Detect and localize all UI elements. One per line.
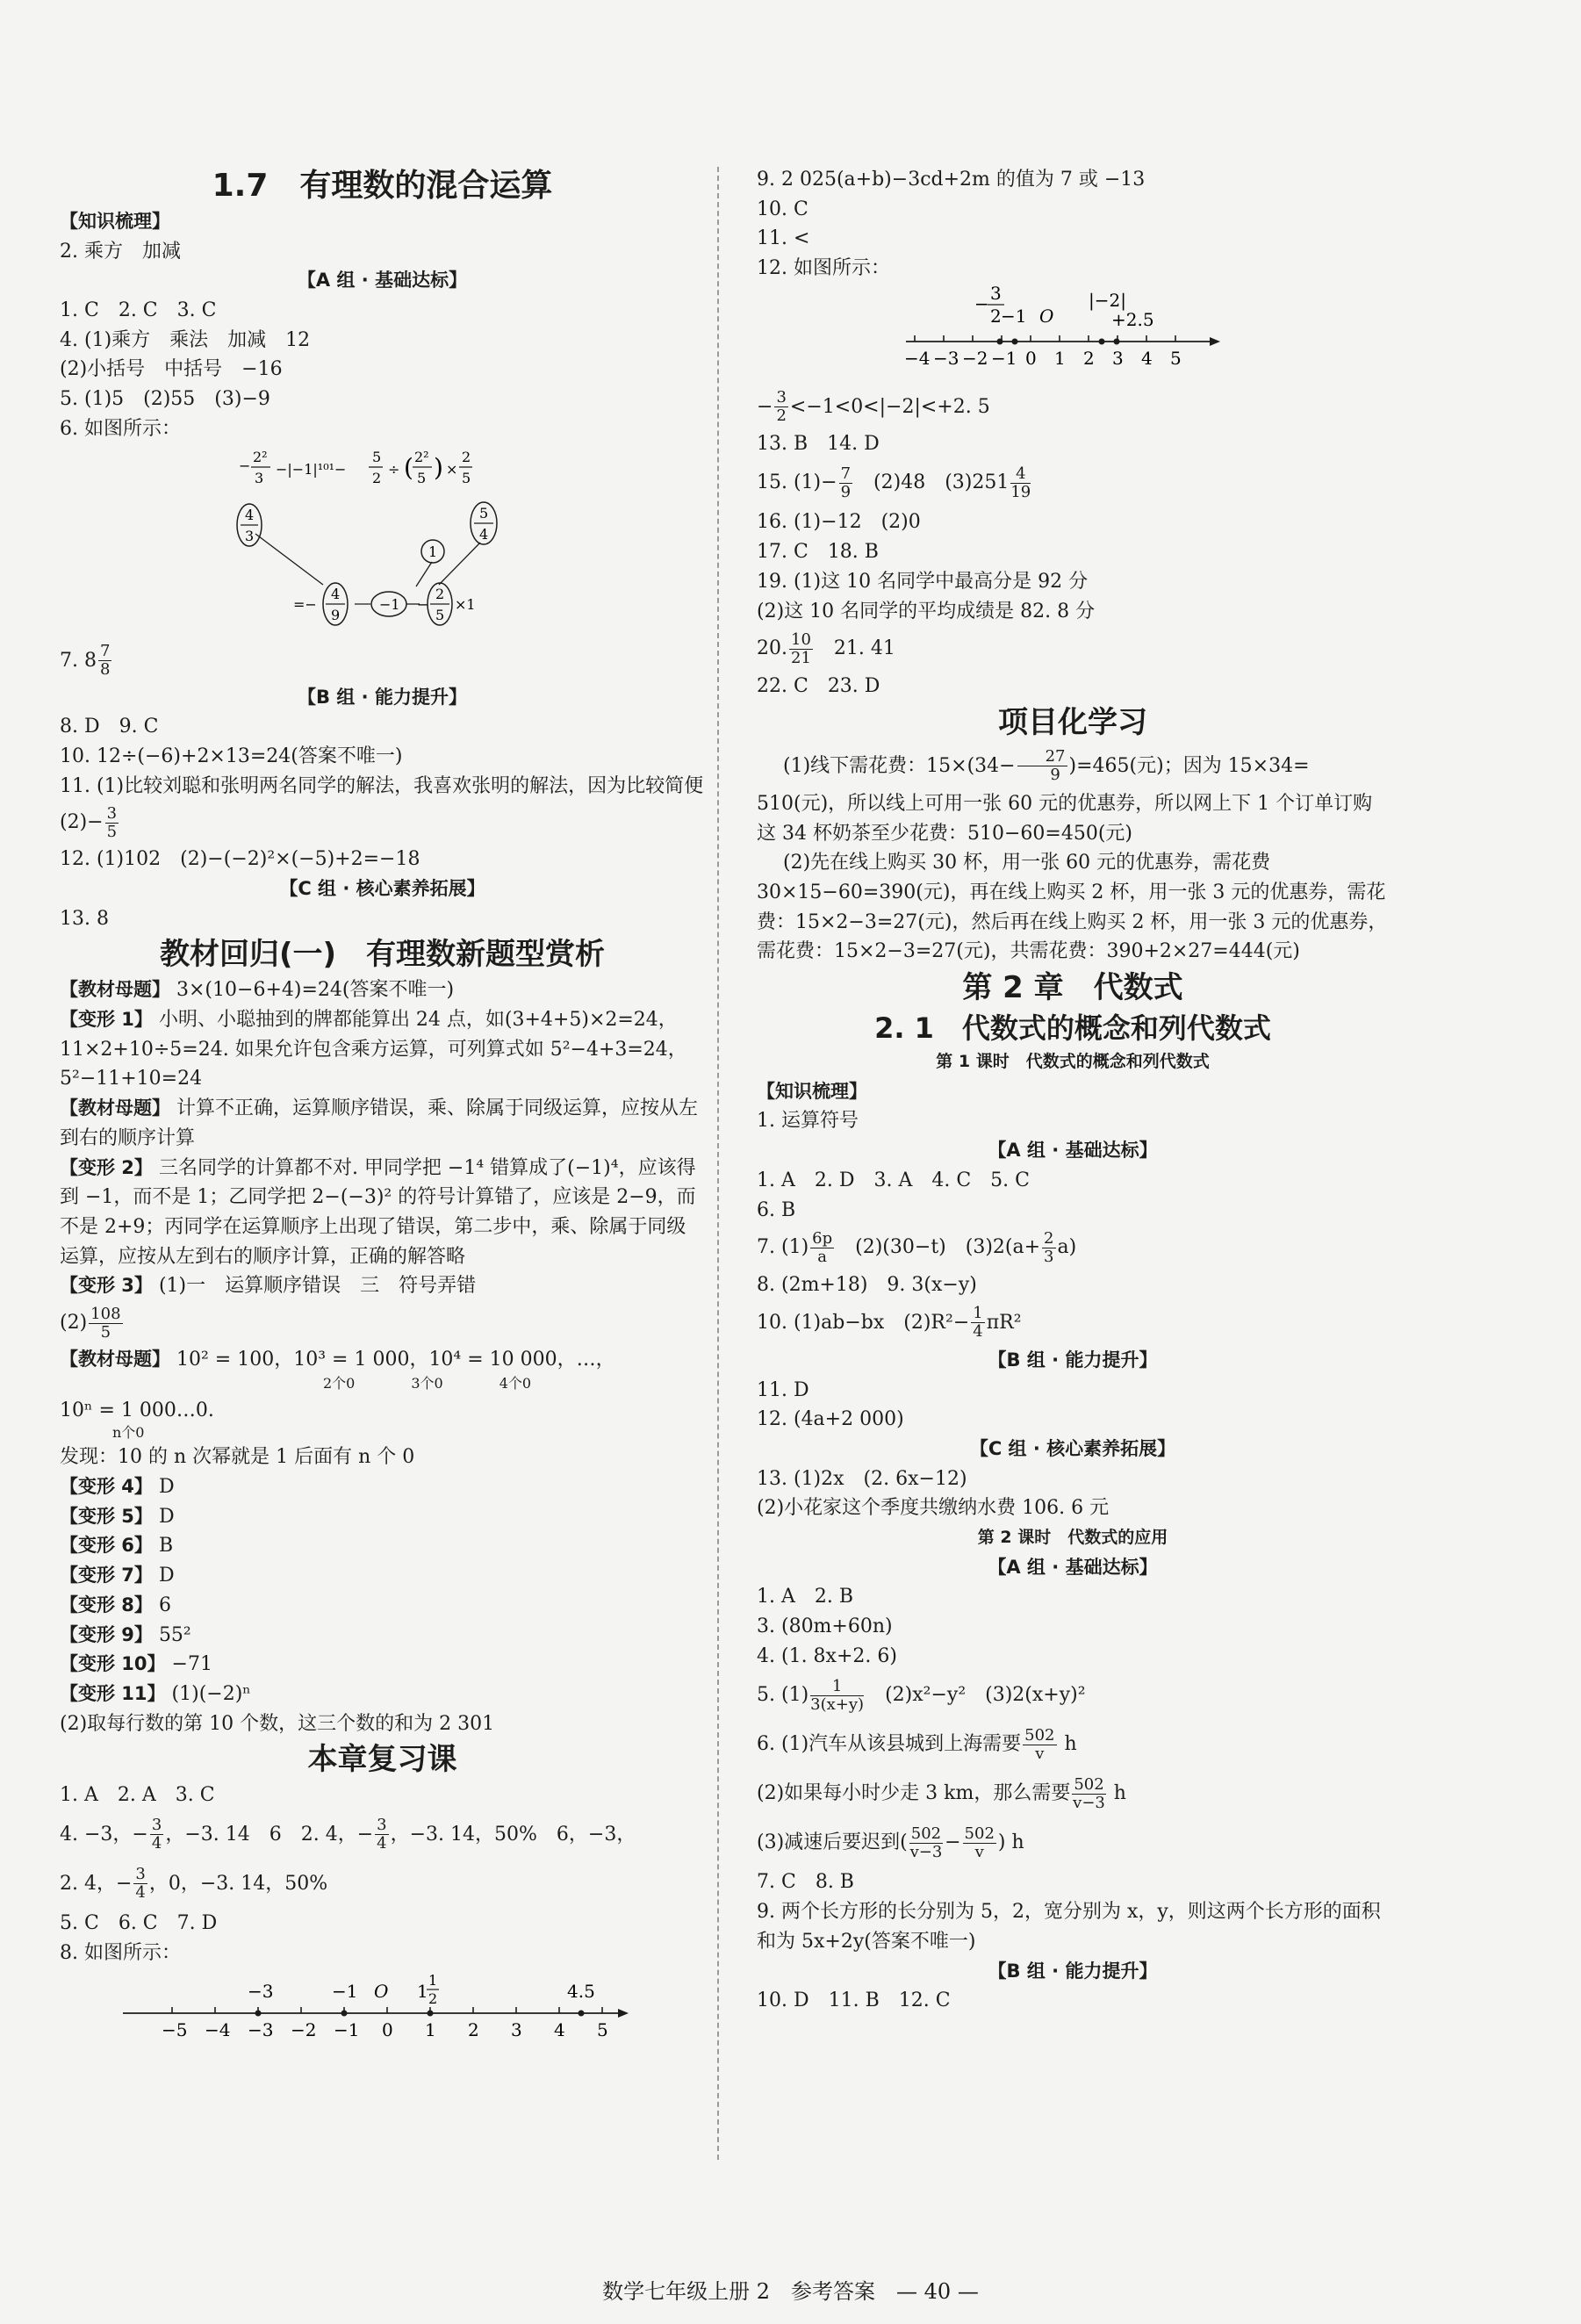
answer-line: [60, 1860, 705, 1909]
circle-minus-1-label: −1: [379, 595, 400, 613]
tag-label: 【变形 7】: [60, 1565, 153, 1587]
fraction-den: 4: [135, 1883, 146, 1903]
answer-text: 7. (1): [757, 1236, 809, 1259]
fraction-den: a: [817, 1247, 828, 1266]
answer-line: 8. 如图所示：: [60, 1941, 181, 1964]
circle-1-label: 1: [428, 543, 438, 560]
answer-line: 2. 乘方 加减: [60, 240, 181, 263]
answer-text: 15. (1)−: [757, 471, 837, 494]
fraction-den: 5: [100, 1322, 111, 1342]
label-one-whole: 1: [417, 1981, 428, 2003]
answer-line: 22. C 23. D: [757, 675, 880, 698]
fraction-num: 27: [1017, 748, 1067, 766]
answer-line: 10. 12÷(−6)+2×13=24(答案不唯一): [60, 745, 403, 767]
answer-line: 8. (2m+18) 9. 3(x−y): [757, 1274, 977, 1297]
section-title-review: 教材回归(一) 有理数新题型赏析: [159, 937, 606, 973]
answer-text: (2)x²−y² (3)2(x+y)²: [866, 1684, 1086, 1707]
fraction: [375, 1817, 388, 1853]
fraction: [971, 1305, 984, 1341]
nl2-tick-label: 2: [1083, 347, 1095, 369]
answer-text: 计算不正确，运算顺序错误，乘、除属于同级运算，应按从左到右的顺序计算: [60, 1097, 699, 1149]
answer-line: [757, 1300, 1389, 1346]
answer-line: 10. C: [757, 198, 808, 220]
fraction-den: v−3: [1073, 1793, 1105, 1812]
answer-line: [60, 1301, 705, 1345]
answer-line: [757, 1720, 1389, 1769]
group-a-heading: 【A 组 · 基础达标】: [297, 270, 468, 291]
point-abs-minus-2: [1099, 338, 1105, 344]
answer-text: −: [945, 1831, 961, 1854]
group-c-heading: 【C 组 · 核心素养拓展】: [279, 877, 485, 899]
expr-lparen: (: [404, 452, 413, 482]
fraction: [1017, 748, 1067, 784]
answer-text: −71: [171, 1653, 212, 1676]
fraction-num: 7: [840, 464, 852, 483]
answer-text: 6: [158, 1594, 171, 1616]
answer-text: πR²: [986, 1311, 1022, 1334]
answer-line: (2)小花家这个季度共缴纳水费 106. 6 元: [757, 1497, 1110, 1520]
expr-frac-d-den: 5: [462, 469, 471, 486]
nl1-tick-label: 1: [425, 2019, 436, 2041]
answer-line: 1. C 2. C 3. C: [60, 299, 217, 322]
answer-line: 5. C 6. C 7. D: [60, 1911, 218, 1934]
answer-paragraph: [60, 1154, 705, 1272]
nl1-tick-label: −4: [205, 2019, 231, 2041]
answer-line: 16. (1)−12 (2)0: [757, 511, 921, 534]
tag-label: 【变形 5】: [60, 1505, 153, 1527]
expr-frac-b-den: 2: [372, 469, 382, 486]
answer-paragraph: [60, 1094, 705, 1153]
answer-line: 12. (4a+2 000): [757, 1408, 904, 1431]
answer-line: [757, 1225, 1389, 1270]
answer-paragraph: 9. 两个长方形的长分别为 5，2，宽分别为 x，y，则这两个长方形的面积和为 5x+2y(答案不唯一): [757, 1901, 1381, 1953]
fraction: [133, 1866, 147, 1902]
nl1-tick-label: −3: [248, 2019, 274, 2041]
nl2-tick-label: 3: [1112, 347, 1124, 369]
answer-text: h: [1107, 1782, 1126, 1805]
answer-line: 12. (1)102 (2)−(−2)²×(−5)+2=−18: [60, 848, 420, 871]
fraction-num: 6p: [812, 1228, 833, 1248]
page-footer: 数学七年级上册 2 参考答案 — 40 —: [602, 2279, 979, 2304]
answer-text: D: [158, 1505, 175, 1528]
point-minus-1: [341, 2011, 348, 2017]
answer-line: 10. D 11. B 12. C: [757, 1989, 951, 2012]
answer-line: [60, 801, 705, 845]
answer-line: [757, 626, 1389, 672]
fraction-num: 1: [810, 1678, 864, 1696]
tag-label: 【变形 8】: [60, 1594, 153, 1615]
left-column: [60, 165, 705, 2043]
point-minus-1: [1012, 338, 1018, 344]
nl2-tick-label: 0: [1025, 347, 1037, 369]
answer-paragraph: (2)先在线上购买 30 杯，用一张 60 元的优惠券，需花费 30×15−60=390(元)，再在线上购买 2 杯，用一张 3 元的优惠券，需花费：15×2−3=27(元)，然后再在线上购买 2 杯，用一张 3 元的优惠券，需花费：15×2−3=27(元)，共需花费：390+2×27=444(元): [757, 852, 1388, 963]
group-a-heading: 【A 组 · 基础达标】: [988, 1556, 1158, 1578]
fraction-den: 4: [151, 1834, 162, 1853]
tag-label: 【变形 6】: [60, 1535, 153, 1557]
answer-text: (2): [60, 1312, 88, 1335]
answer-line: [757, 458, 1389, 507]
fraction-num: 7: [99, 642, 111, 660]
fraction-den: 2: [776, 407, 787, 426]
circle-4-3-den: 3: [245, 527, 255, 544]
tag-label: 【变形 2】: [60, 1156, 153, 1178]
subscript-note: 2个0 3个0 4个0: [323, 1374, 532, 1392]
expr-frac-a-den: 3: [255, 469, 264, 486]
circle-4-9-num: 4: [331, 585, 341, 602]
circle-4-9-den: 9: [331, 606, 341, 623]
answer-line: [757, 385, 1389, 429]
answer-text: (2)48 (3)251: [854, 471, 1010, 494]
answer-text: )=465(元)；因为 15×34=: [1068, 754, 1310, 777]
lesson-title: 第 2 课时 代数式的应用: [977, 1528, 1168, 1548]
chapter-title-2: 第 2 章 代数式: [962, 970, 1183, 1006]
fraction: [1010, 465, 1031, 501]
expr-rparen: ): [434, 452, 443, 482]
answer-line: [757, 744, 1389, 789]
nl2-tick-label: 1: [1054, 347, 1066, 369]
expr-frac-d-num: 2: [462, 448, 471, 465]
answer-line: [757, 1818, 1389, 1867]
fraction-num: 3: [776, 388, 787, 407]
label-4-5: 4.5: [567, 1981, 595, 2003]
circle-5-4-num: 5: [479, 504, 489, 522]
label-minus: −: [974, 292, 989, 314]
lesson-title: 第 1 课时 代数式的概念和列代数式: [936, 1052, 1210, 1072]
answer-text: (2)−: [60, 811, 104, 834]
fraction-num: 502: [910, 1824, 942, 1843]
answer-line: 13. 8: [60, 907, 109, 930]
nl1-tick-label: −2: [291, 2019, 317, 2041]
fraction: [89, 1306, 122, 1342]
fraction-num: 2: [1044, 1228, 1054, 1248]
nl1-tick-label: −5: [162, 2019, 188, 2041]
group-c-heading: 【C 组 · 核心素养拓展】: [969, 1437, 1176, 1459]
result-eq: =−: [293, 595, 317, 613]
tag-label: 【变形 1】: [60, 1009, 153, 1031]
answer-line: 17. C 18. B: [757, 541, 879, 564]
answer-text: (3)减速后要迟到(: [757, 1831, 908, 1854]
label-abs: |−2|: [1089, 289, 1126, 311]
group-b-heading: 【B 组 · 能力提升】: [988, 1349, 1158, 1371]
label-minus-1: −1: [332, 1981, 358, 2003]
number-line-figure-2: [757, 284, 1389, 385]
nl1-tick-label: 2: [468, 2019, 479, 2041]
answer-text: ，−3. 14，50% 6，−3，: [390, 1823, 636, 1846]
expr-mid: −|−1|¹⁰¹−: [276, 460, 347, 478]
fraction: [150, 1817, 163, 1853]
fraction: [1023, 1727, 1056, 1763]
answer-paragraph: 510(元)，所以线上可用一张 60 元的优惠券，所以网上下 1 个订单订购这 34 杯奶茶至少花费：510−60=450(元): [757, 792, 1373, 845]
tag-label: 【变形 3】: [60, 1275, 153, 1297]
answer-line: 12. 如图所示：: [757, 257, 890, 280]
nl2-tick-label: 5: [1170, 347, 1182, 369]
fraction: [839, 465, 852, 501]
answer-text: 7. 8: [60, 649, 97, 672]
answer-line: (2)小括号 中括号 −16: [60, 358, 283, 381]
tag-label: 【教材母题】: [60, 979, 170, 1001]
section-title-1-7: 1.7 有理数的混合运算: [212, 168, 553, 204]
answer-line: 4. (1. 8x+2. 6): [757, 1644, 897, 1667]
fraction-den: 8: [99, 660, 111, 679]
fraction-den: 9: [1050, 766, 1060, 785]
nl1-tick-label: 5: [597, 2019, 608, 2041]
answer-line: 11. <: [757, 227, 810, 250]
answer-text: D: [158, 1476, 175, 1499]
fraction: [909, 1825, 943, 1861]
answer-line: 7. C 8. B: [757, 1871, 854, 1894]
fraction: [810, 1230, 834, 1266]
nl2-tick-label: −3: [933, 347, 959, 369]
fraction-den: 4: [377, 1834, 387, 1853]
fraction-den: 9: [840, 482, 852, 501]
fraction-den: v−3: [909, 1842, 943, 1861]
answer-text: ) h: [997, 1831, 1024, 1854]
label-minus-3: −3: [248, 1981, 274, 2003]
knowledge-tag: 【知识梳理】: [60, 211, 170, 232]
label-half-den: 2: [428, 1990, 438, 2008]
fraction: [774, 389, 787, 425]
answer-line: 8. D 9. C: [60, 716, 159, 738]
fraction-den: 5: [106, 822, 118, 841]
fraction: [810, 1678, 864, 1714]
answer-text: 10² = 100，10³ = 1 000，10⁴ = 10 000，…，: [176, 1349, 615, 1371]
expr-div: ÷: [388, 460, 400, 478]
tag-label: 【变形 4】: [60, 1476, 153, 1498]
fraction: [1042, 1230, 1055, 1266]
fraction: [105, 805, 119, 841]
expr-minus: −: [239, 457, 251, 474]
answer-text: (1)线下需花费：15×(34−: [783, 754, 1016, 777]
answer-line: 1. 运算符号: [757, 1110, 859, 1133]
answer-text: ，0，−3. 14，50%: [148, 1872, 328, 1895]
nl1-tick-label: −1: [334, 2019, 360, 2041]
expr-frac-c-den: 5: [417, 469, 427, 486]
label-origin: O: [1039, 305, 1054, 327]
circle-4-3-num: 4: [245, 506, 255, 523]
fraction-num: 108: [90, 1304, 121, 1323]
axis-arrow: [1210, 337, 1220, 346]
answer-text: (1)(−2)ⁿ: [171, 1682, 251, 1705]
answer-line: 1. A 2. D 3. A 4. C 5. C: [757, 1169, 1030, 1191]
answer-line: 发现：10 的 n 次幂就是 1 后面有 n 个 0: [60, 1446, 415, 1469]
answer-text: 3×(10−6+4)=24(答案不唯一): [176, 979, 455, 1002]
point-minus-3: [255, 2011, 262, 2017]
nl2-tick-label: −4: [904, 347, 931, 369]
answer-line: 4. (1)乘方 乘法 加减 12: [60, 328, 311, 351]
answer-text: 10. (1)ab−bx (2)R²−: [757, 1311, 970, 1334]
answer-text: (2)如果每小时少走 3 km，那么需要: [757, 1782, 1071, 1805]
tag-label: 【教材母题】: [60, 1097, 170, 1119]
tag-label: 【变形 9】: [60, 1623, 153, 1645]
answer-text: −: [757, 395, 773, 418]
answer-paragraph: [60, 1005, 705, 1094]
answer-line: 13. (1)2x (2. 6x−12): [757, 1467, 967, 1490]
fraction: [963, 1825, 996, 1861]
answer-line: 1. A 2. A 3. C: [60, 1784, 215, 1807]
result-minus: −: [417, 595, 429, 613]
answer-text: B: [158, 1535, 174, 1558]
fraction-den: v: [974, 1842, 984, 1861]
answer-text: 55²: [158, 1623, 191, 1646]
nl1-tick-label: 3: [511, 2019, 522, 2041]
fraction-num: 1: [973, 1304, 983, 1323]
circle-2-5-num: 2: [435, 585, 445, 602]
answer-text: 21. 41: [814, 637, 895, 660]
label-plus-2-5: +2.5: [1111, 308, 1154, 330]
section-title-2-1: 2. 1 代数式的概念和列代数式: [874, 1011, 1271, 1046]
fraction-num: 502: [1074, 1774, 1104, 1794]
point-2-5: [1114, 338, 1120, 344]
answer-line: 6. B: [757, 1198, 796, 1221]
result-tail: ×1: [455, 595, 476, 613]
answer-line: 1. A 2. B: [757, 1586, 854, 1608]
answer-line: 5. (1)5 (2)55 (3)−9: [60, 388, 270, 411]
answer-text: (2)(30−t) (3)2(a+: [836, 1236, 1041, 1259]
answer-text: 5. (1): [757, 1684, 809, 1707]
answer-text: 三名同学的计算都不对. 甲同学把 −1⁴ 错算成了(−1)⁴，应该得到 −1，而不是 1；乙同学把 2−(−3)² 的符号计算错了，应该是 2−9，而不是 2+9；丙同学在运算顺序上出现了错误，第二步中，乘、除属于同级运算，应按从左到右的顺序计算，正确的解答略: [60, 1156, 696, 1268]
axis-arrow: [618, 2009, 629, 2018]
answer-text: h: [1058, 1733, 1077, 1756]
tag-label: 【教材母题】: [60, 1349, 170, 1371]
expr-frac-b-num: 5: [372, 448, 382, 465]
point-4-5: [579, 2011, 585, 2017]
answer-line: 11. D: [757, 1378, 809, 1401]
group-b-heading: 【B 组 · 能力提升】: [298, 686, 467, 708]
label-half-num: 1: [428, 1972, 438, 1989]
label-minus-1: −1: [1001, 305, 1027, 327]
nl1-tick-label: 4: [554, 2019, 565, 2041]
section-title-project: 项目化学习: [998, 704, 1147, 740]
point-minus-3-2: [997, 338, 1003, 344]
circle-5-4-den: 4: [479, 525, 489, 543]
nl2-tick-label: 4: [1141, 347, 1153, 369]
fraction: [789, 631, 813, 667]
answer-line: [60, 639, 705, 683]
circle-diagram-figure: [60, 444, 705, 639]
number-line-figure-1: [60, 1968, 705, 2043]
label-origin: O: [374, 1981, 389, 2003]
answer-line: [60, 1810, 705, 1860]
answer-line: 6. 如图所示：: [60, 417, 181, 440]
column-divider: [717, 167, 719, 2160]
answer-text: ，−3. 14 6 2. 4，−: [165, 1823, 374, 1846]
fraction: [1072, 1776, 1105, 1812]
label-frac-den: 2: [990, 305, 1002, 327]
fraction-den: 21: [791, 648, 811, 667]
section-title-chapter-review: 本章复习课: [307, 1742, 457, 1778]
fraction-den: 3(x+y): [810, 1694, 865, 1714]
fraction-num: 3: [106, 803, 118, 823]
answer-line: (2)取每行数的第 10 个数，这三个数的和为 2 301: [60, 1712, 495, 1735]
circle-2-5-den: 5: [435, 606, 445, 623]
fraction-num: 3: [151, 1816, 162, 1835]
answer-text: 2. 4，−: [60, 1872, 133, 1895]
fraction-num: 4: [1010, 465, 1031, 484]
expr-times: ×: [446, 460, 458, 478]
tag-label: 【变形 11】: [60, 1682, 166, 1704]
expr-frac-a-num: 2²: [253, 448, 268, 465]
point-one-half: [428, 2011, 434, 2017]
fraction-num: 502: [1024, 1725, 1055, 1745]
answer-text: (1)一 运算顺序错误 三 符号弄错: [158, 1275, 477, 1298]
group-b-heading: 【B 组 · 能力提升】: [988, 1960, 1158, 1982]
fraction-den: 19: [1010, 482, 1031, 501]
fraction-num: 502: [964, 1824, 995, 1843]
tag-label: 【变形 10】: [60, 1653, 166, 1675]
nl1-tick-label: 0: [382, 2019, 393, 2041]
fraction-num: 10: [791, 630, 811, 649]
answer-paragraph: 11. (1)比较刘聪和张明两名同学的解法，我喜欢张明的解法，因为比较简便: [60, 774, 704, 797]
nl2-tick-label: −1: [991, 347, 1017, 369]
fraction: [98, 643, 111, 679]
knowledge-tag: 【知识梳理】: [757, 1080, 867, 1102]
answer-text: 4. −3，−: [60, 1823, 148, 1846]
label-frac-num: 3: [990, 283, 1002, 304]
answer-line: 3. (80m+60n): [757, 1615, 893, 1638]
answer-text: 20.: [757, 637, 787, 660]
answer-line: [757, 1671, 1389, 1720]
answer-text: 小明、小聪抽到的牌都能算出 24 点，如(3+4+5)×2=24，11×2+10÷5=24. 如果允许包含乘方运算，可列算式如 5²−4+3=24，5²−11+10=24: [60, 1009, 687, 1090]
answer-line: 13. B 14. D: [757, 432, 880, 455]
fraction-den: 3: [1044, 1247, 1054, 1266]
subscript-note: n个0: [112, 1424, 145, 1442]
answer-line: (2)这 10 名同学的平均成绩是 82. 8 分: [757, 600, 1096, 622]
expr-frac-c-num: 2²: [414, 448, 429, 465]
group-a-heading: 【A 组 · 基础达标】: [988, 1140, 1158, 1162]
answer-text: D: [158, 1565, 175, 1587]
answer-line: [757, 1769, 1389, 1818]
answer-line: 10ⁿ = 1 000…0.: [60, 1399, 214, 1421]
answer-text: a): [1057, 1236, 1077, 1259]
fraction-num: 3: [135, 1865, 146, 1884]
right-column: [757, 165, 1389, 2016]
answer-text: 6. (1)汽车从该县城到上海需要: [757, 1733, 1022, 1756]
fraction-num: 3: [377, 1816, 387, 1835]
answer-text: <−1<0<|−2|<+2. 5: [789, 395, 990, 418]
fraction-den: v: [1035, 1744, 1045, 1763]
nl2-tick-label: −2: [962, 347, 988, 369]
answer-line: 19. (1)这 10 名同学中最高分是 92 分: [757, 570, 1089, 593]
fraction-den: 4: [973, 1322, 983, 1342]
answer-line: 9. 2 025(a+b)−3cd+2m 的值为 7 或 −13: [757, 169, 1146, 191]
